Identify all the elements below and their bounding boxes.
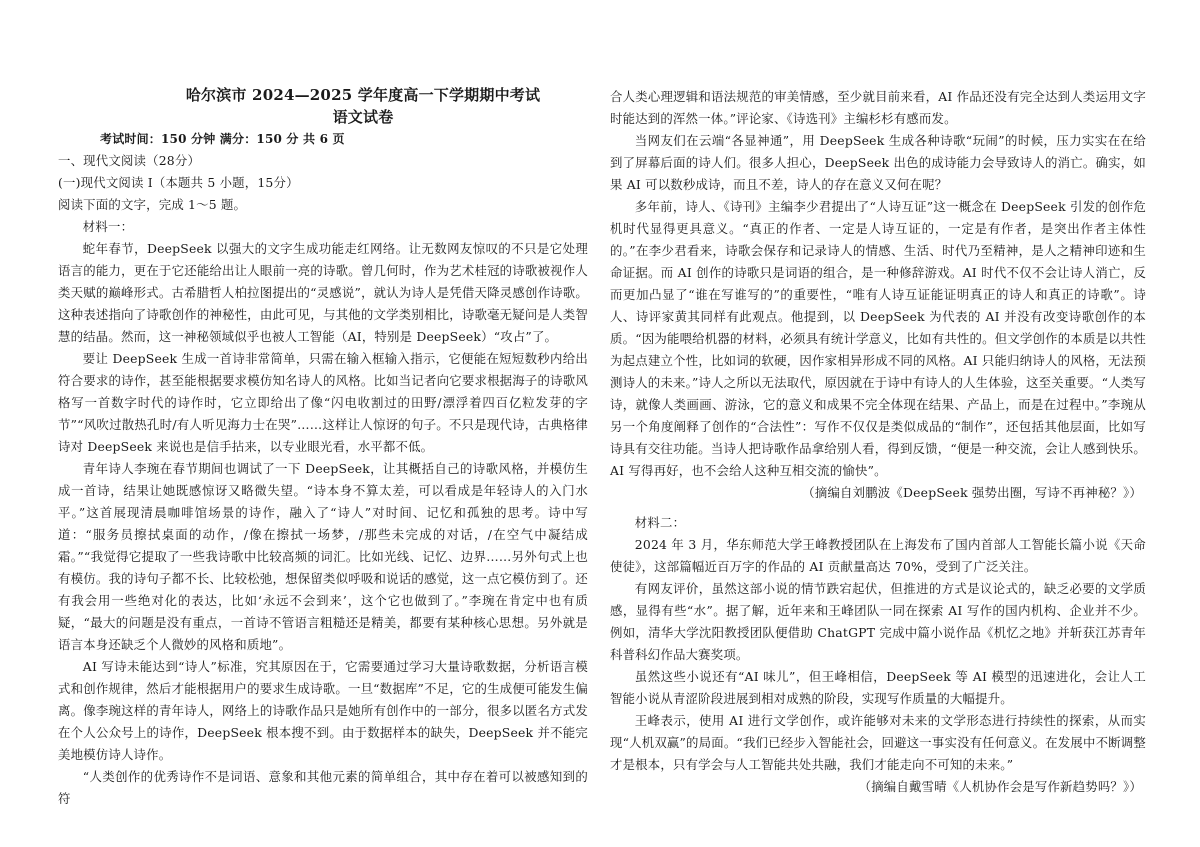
paragraph: 多年前，诗人、《诗刊》主编李少君提出了“人诗互证”这一概念在 DeepSeek 引发的创作危机时代显得更具意义。“真正的作者、一定是人诗互证的，一定是有作者，是突出作者主体性的。”在李少君看来，诗歌会保存和记录诗人的情感、生活、时代乃至精神，是人之精神印迹和生命证据。而 AI 创作的诗歌只是词语的组合，是一种修辞游戏。AI 时代不仅不会让诗人消亡，反而更加凸显了“谁在写谁写的”的重要性，“唯有人诗互证能证明真正的诗人和真正的诗歌”。诗人、诗评家黄其同样有此观点。他提到，以 DeepSeek 为代表的 AI 并没有改变诗歌创作的本质。“因为能喂给机器的材料，必须具有统计学意义，比如有共性的。但文学创作的本质是以共性为起点建立个性，比如词的软硬，因作家相异形成不同的风格。AI 只能归纳诗人的风格，无法预测诗人的未来。”诗人之所以无法取代，原因就在于诗中有诗人的人生体验，这至关重要。“人类写诗，就像人类画画、游泳，它的意义和成果不完全体现在结果、产品上，而是在过程中。”李琬从另一个角度阐释了创作的“合法性”：写作不仅仅是类似成品的“制作”，还包括其他层面，比如写诗具有交往功能。当诗人把诗歌作品拿给别人看，得到反馈，“便是一种交流，会让人感到快乐。AI 写得再好，也不会给人这种互相交流的愉快”。 [610,199,1146,478]
subsection-heading: (一)现代文阅读 I（本题共 5 小题，15分） [58,175,299,190]
instruction: 阅读下面的文字，完成 1～5 题。 [58,197,247,212]
right-column [610,86,1146,798]
paragraph: 虽然这些小说还有“AI 味儿”，但王峰相信，DeepSeek 等 AI 模型的迅速进化，会让人工智能小说从青涩阶段进展到相对成熟的阶段，实现写作质量的大幅提升。 [610,669,1146,706]
paragraph: AI 写诗未能达到“诗人”标准，究其原因在于，它需要通过学习大量诗歌数据，分析语言模式和创作规律，然后才能根据用户的要求生成诗歌。一旦“数据库”不足，它的生成便可能发生偏离。像李琬这样的青年诗人，网络上的诗歌作品只是她所有创作中的一部分，很多以匿名方式发在个人公众号上的诗作，DeepSeek 根本搜不到。由于数据样本的缺失，DeepSeek 并不能完美地模仿诗人诗作。 [58,659,588,762]
paragraph: 王峰表示，使用 AI 进行文学创作，或许能够对未来的文学形态进行持续性的探索，从而实现“人机双赢”的局面。“我们已经步入智能社会，回避这一事实没有任何意义。在发展中不断调整才是根本，只有学会与人工智能共处共融，我们才能走向不可知的未来。” [610,713,1146,772]
paragraph: 当网友们在云端“各显神通”，用 DeepSeek 生成各种诗歌“玩闹”的时候，压力实实在在给到了屏幕后面的诗人们。很多人担心，DeepSeek 出色的成诗能力会导致诗人的消亡。确实，如果 AI 可以数秒成诗，而且不差，诗人的存在意义又何在呢？ [610,133,1146,192]
left-column [58,0,588,810]
paragraph: 有网友评价，虽然这部小说的情节跌宕起伏，但推进的方式是议论式的，缺乏必要的文学质感，显得有些“水”。据了解，近年来和王峰团队一同在探索 AI 写作的国内机构、企业并不少。例如，清华大学沈阳教授团队便借助 ChatGPT 完成中篇小说作品《机忆之地》并斩获江苏青年科普科幻作品大赛奖项。 [610,581,1146,662]
material-label: 材料二： [634,515,686,530]
exam-meta: 考试时间：150 分钟 满分：150 分 共 6 页 [100,132,345,146]
paragraph: 2024 年 3 月，华东师范大学王峰教授团队在上海发布了国内首部人工智能长篇小说《天命使徒》，这部篇幅近百万字的作品的 AI 贡献量高达 70%，受到了广泛关注。 [610,537,1146,574]
exam-title: 哈尔滨市 2024—2025 学年度高一下学期期中考试 [185,86,541,104]
paragraph: 要让 DeepSeek 生成一首诗非常简单，只需在输入框输入指示，它便能在短短数秒内给出符合要求的诗作，甚至能根据要求模仿知名诗人的风格。比如当记者向它要求根据海子的诗歌风格写一首数字时代的诗作时，它立即给出了像“闪电收割过的田野/漂浮着四百亿粒发芽的字节”“风吹过散热孔时/有人听见海力士在哭”……这样让人惊讶的句子。不只是现代诗，古典格律诗对 DeepSeek 来说也是信手拈来，以专业眼光看，水平都不低。 [58,351,588,454]
source-citation: （摘编自戴雪晴《人机协作会是写作新趋势吗？》） [858,779,1142,794]
source-citation: （摘编自刘鹏波《DeepSeek 强势出圈，写诗不再神秘？》） [802,485,1142,500]
material-label: 材料一： [82,219,134,234]
paragraph: 蛇年春节，DeepSeek 以强大的文字生成功能走红网络。让无数网友惊叹的不只是它处理语言的能力，更在于它还能给出让人眼前一亮的诗歌。曾几何时，作为艺术桂冠的诗歌被视作人类天赋的巅峰形式。古希腊哲人柏拉图提出的“灵感说”，就认为诗人是凭借天降灵感创作诗歌。这种表述指向了诗歌创作的神秘性，由此可见，与其他的文学类别相比，诗歌毫无疑问是人类智慧的结晶。然而，这一神秘领域似乎也被人工智能（AI，特别是 DeepSeek）“攻占”了。 [58,241,588,344]
paragraph: 青年诗人李琬在春节期间也调试了一下 DeepSeek，让其概括自己的诗歌风格，并模仿生成一首诗，结果让她既感惊讶又略微失望。“诗本身不算太差，可以看成是年轻诗人的入门水平。”这首展现清晨咖啡馆场景的诗作，融入了“诗人”对时间、记忆和孤独的思考。诗中写道：“服务员擦拭桌面的动作，/像在擦拭一场梦，/那些未完成的对话，/在空气中凝结成霜。”“我觉得它提取了一些我诗歌中比较高频的词汇。比如光线、记忆、边界……另外句式上也有模仿。我的诗句子都不长、比较松弛，想保留类似呼吸和说话的感觉，这一点它模仿到了。还有我会用一些绝对化的表达，比如‘永远不会到来’，这个它也做到了。”李琬在肯定中也有质疑，“最大的问题是没有重点，一首诗不管语言粗糙还是精美，都要有某种核心思想。另外就是语言本身还缺乏个人微妙的风格和质地”。 [58,461,588,652]
section-heading: 一、现代文阅读（28分） [58,153,201,168]
paragraph: “人类创作的优秀诗作不是词语、意象和其他元素的简单组合，其中存在着可以被感知到的符 [58,769,588,806]
paragraph: 合人类心理逻辑和语法规范的审美情感，至少就目前来看，AI 作品还没有完全达到人类运用文字时能达到的浑然一体。”评论家、《诗选刊》主编杉杉有感而发。 [610,89,1146,126]
exam-subtitle: 语文试卷 [332,108,394,126]
